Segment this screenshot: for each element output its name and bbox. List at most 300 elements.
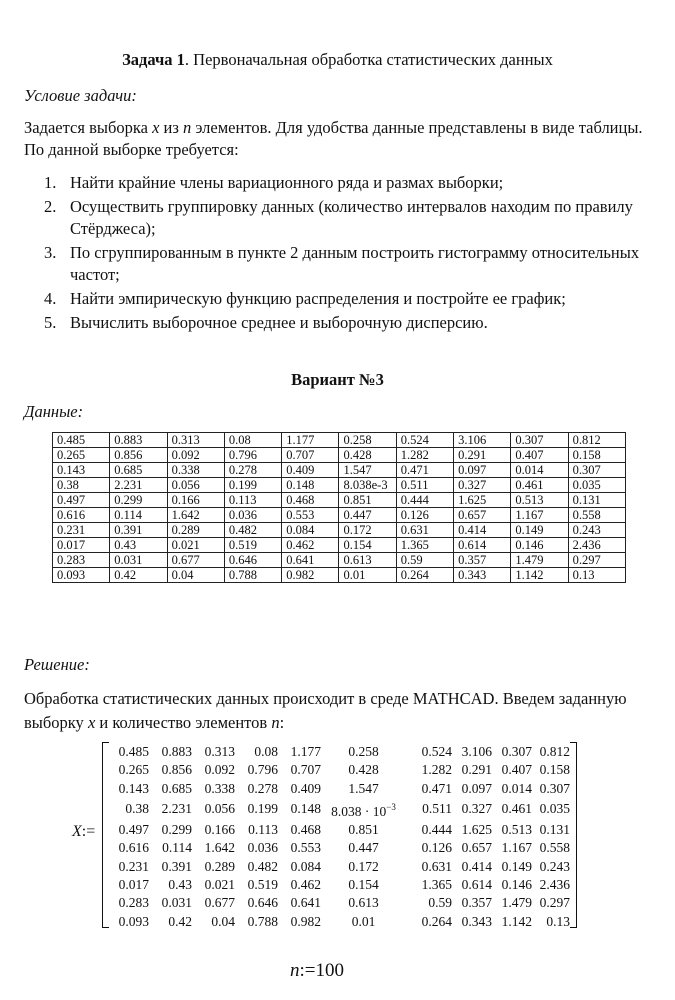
table-cell: 0.036 <box>224 508 281 523</box>
table-cell: 0.685 <box>110 463 167 478</box>
table-cell: 0.289 <box>167 523 224 538</box>
matrix-row <box>112 743 570 761</box>
matrix-cell <box>192 761 235 779</box>
table-cell: 0.485 <box>53 433 110 448</box>
matrix-cell-value: 0.614 <box>461 877 492 893</box>
matrix-cell <box>149 743 192 761</box>
table-row <box>53 448 626 463</box>
table-cell: 0.414 <box>454 523 511 538</box>
matrix-cell <box>406 839 452 857</box>
table-row <box>53 478 626 493</box>
table-row <box>53 523 626 538</box>
task-item <box>24 196 644 240</box>
table-cell: 0.313 <box>167 433 224 448</box>
table-cell: 1.142 <box>511 568 568 583</box>
table-cell: 0.646 <box>224 553 281 568</box>
intro-text-2: из <box>159 118 184 137</box>
matrix-cell <box>149 894 192 912</box>
table-cell: 0.307 <box>568 463 625 478</box>
matrix-cell <box>452 876 492 894</box>
table-cell: 0.265 <box>53 448 110 463</box>
table-cell: 0.283 <box>53 553 110 568</box>
matrix-cell <box>149 858 192 876</box>
table-cell: 0.59 <box>396 553 453 568</box>
matrix-cell-value: 0.462 <box>290 877 321 893</box>
matrix-cell <box>149 780 192 798</box>
task-item <box>24 288 644 310</box>
table-cell: 1.365 <box>396 538 453 553</box>
matrix-cell <box>235 780 278 798</box>
matrix-cell-value: 0.357 <box>461 895 492 911</box>
table-cell: 0.13 <box>568 568 625 583</box>
table-cell: 0.631 <box>396 523 453 538</box>
table-cell: 0.056 <box>167 478 224 493</box>
matrix-cell <box>321 894 406 912</box>
matrix-cell-value: 0.258 <box>348 744 379 759</box>
matrix-cell-value: 0.278 <box>247 780 278 796</box>
matrix-cell-value: 2.436 <box>539 877 570 893</box>
table-cell: 0.357 <box>454 553 511 568</box>
matrix-cell-value: 0.338 <box>204 780 235 796</box>
table-cell: 0.264 <box>396 568 453 583</box>
table-row <box>53 508 626 523</box>
table-row <box>53 538 626 553</box>
table-cell: 1.479 <box>511 553 568 568</box>
matrix-cell <box>278 798 321 821</box>
matrix-cell <box>492 780 532 798</box>
matrix-cell-value: 0.524 <box>421 744 452 759</box>
matrix-cell-value: 0.471 <box>421 780 452 796</box>
matrix-cell-value: 1.479 <box>501 895 532 911</box>
data-table <box>52 432 626 583</box>
matrix-cell <box>321 858 406 876</box>
matrix-row <box>112 858 570 876</box>
matrix-cell-value: 1.625 <box>461 822 492 838</box>
matrix-table <box>112 743 570 931</box>
task-item-number: 2. <box>44 197 57 216</box>
table-cell: 0.148 <box>282 478 339 493</box>
table-cell: 0.199 <box>224 478 281 493</box>
matrix-cell-value: 0.646 <box>247 895 278 911</box>
matrix-cell-value: 1.167 <box>501 840 532 856</box>
matrix-cell <box>406 858 452 876</box>
matrix-cell <box>192 913 235 931</box>
table-cell: 1.625 <box>454 493 511 508</box>
task-title <box>0 50 675 70</box>
variant-title: Вариант №3 <box>291 370 384 389</box>
table-cell: 0.278 <box>224 463 281 478</box>
matrix-exponent: −3 <box>386 801 396 812</box>
matrix-cell <box>192 839 235 857</box>
matrix-cell-value: 1.365 <box>421 877 452 893</box>
matrix-cell-value: 0.154 <box>348 877 379 893</box>
task-item <box>24 172 644 194</box>
table-cell: 1.642 <box>167 508 224 523</box>
matrix-cell <box>192 876 235 894</box>
matrix-cell <box>492 798 532 821</box>
table-cell: 0.017 <box>53 538 110 553</box>
matrix-cell <box>112 858 149 876</box>
matrix-cell <box>452 761 492 779</box>
matrix-cell <box>192 894 235 912</box>
matrix-cell <box>112 780 149 798</box>
matrix-cell <box>452 839 492 857</box>
matrix-cell <box>112 876 149 894</box>
matrix-cell <box>492 743 532 761</box>
matrix-cell-value: 2.231 <box>161 801 192 817</box>
table-cell: 0.519 <box>224 538 281 553</box>
matrix-cell-value: 0.343 <box>461 913 492 929</box>
matrix-cell-value: 0.021 <box>204 877 235 893</box>
matrix-row <box>112 876 570 894</box>
table-cell: 0.126 <box>396 508 453 523</box>
matrix-cell <box>321 780 406 798</box>
matrix-cell-value: 0.143 <box>118 780 149 796</box>
matrix-cell <box>112 761 149 779</box>
task-item-text: Вычислить выборочное среднее и выборочную дисперсию. <box>70 313 488 332</box>
table-row <box>53 568 626 583</box>
matrix-cell-value: 0.407 <box>501 762 532 778</box>
matrix-cell <box>112 839 149 857</box>
matrix-cell-value: 0.093 <box>118 913 149 929</box>
matrix-cell <box>149 913 192 931</box>
table-cell: 0.613 <box>339 553 396 568</box>
matrix-cell-value: 0.297 <box>539 895 570 911</box>
matrix-cell <box>532 839 570 857</box>
matrix-cell <box>278 913 321 931</box>
matrix-cell-value: 0.482 <box>247 858 278 874</box>
matrix-cell <box>406 894 452 912</box>
table-cell: 0.657 <box>454 508 511 523</box>
matrix-row <box>112 894 570 912</box>
matrix-cell-value: 0.511 <box>422 801 452 817</box>
table-cell: 2.436 <box>568 538 625 553</box>
table-row <box>53 463 626 478</box>
matrix-cell <box>235 798 278 821</box>
solution-var-x: x <box>87 713 96 732</box>
matrix-cell-value: 0.558 <box>539 840 570 856</box>
table-cell: 0.166 <box>167 493 224 508</box>
matrix-cell <box>321 761 406 779</box>
matrix-cell-value: 0.414 <box>461 858 492 874</box>
matrix-cell-value: 0.428 <box>348 762 379 778</box>
table-cell: 0.558 <box>568 508 625 523</box>
matrix-cell-value: 0.883 <box>161 744 192 759</box>
task-item-number: 1. <box>44 173 57 192</box>
matrix-cell-value: 0.017 <box>118 877 149 893</box>
intro-var-x: x <box>152 118 160 137</box>
table-cell: 0.08 <box>224 433 281 448</box>
table-cell: 0.788 <box>224 568 281 583</box>
matrix-row <box>112 839 570 857</box>
matrix-cell <box>321 798 406 821</box>
matrix-cell <box>278 858 321 876</box>
matrix-cell <box>452 780 492 798</box>
matrix-cell-value: 0.42 <box>168 913 192 929</box>
matrix-cell <box>532 876 570 894</box>
matrix-cell-value: 0.243 <box>539 858 570 874</box>
n-assign-op: := <box>299 960 316 981</box>
intro-var-n: n <box>183 118 192 137</box>
matrix-cell-value: 0.38 <box>125 801 149 817</box>
table-cell: 0.093 <box>53 568 110 583</box>
solution-var-n: n <box>271 713 280 732</box>
matrix-label <box>72 823 95 841</box>
matrix-cell <box>452 798 492 821</box>
matrix-cell-value: 0.43 <box>168 877 192 893</box>
condition-heading: Условие задачи: <box>24 86 137 105</box>
matrix-cell <box>149 761 192 779</box>
intro-text-3: элементов. Для удобства данные представлены в виде таблицы. По данной выборке требуется: <box>24 118 643 159</box>
matrix-cell-value: 0.131 <box>539 822 570 838</box>
matrix-cell <box>452 821 492 839</box>
matrix-cell-value: 0.08 <box>254 744 278 759</box>
matrix-cell <box>532 821 570 839</box>
n-assignment <box>290 960 344 982</box>
table-cell: 0.114 <box>110 508 167 523</box>
intro-text-1: Задается выборка <box>24 118 153 137</box>
matrix-cell <box>452 894 492 912</box>
matrix-cell-value: 0.035 <box>539 801 570 817</box>
table-cell: 0.291 <box>454 448 511 463</box>
task-item-text: По сгруппированным в пункте 2 данным построить гистограмму относительных частот; <box>70 243 640 284</box>
matrix-row <box>112 761 570 779</box>
table-cell: 0.343 <box>454 568 511 583</box>
solution-heading: Решение: <box>24 655 90 674</box>
matrix-cell-value: 0.172 <box>348 858 379 874</box>
matrix-cell <box>149 821 192 839</box>
matrix-left-bracket <box>102 742 109 928</box>
table-cell: 2.231 <box>110 478 167 493</box>
table-cell: 0.299 <box>110 493 167 508</box>
table-cell: 0.084 <box>282 523 339 538</box>
matrix-cell <box>278 821 321 839</box>
matrix-cell-value: 3.106 <box>461 744 492 759</box>
matrix-cell-value: 0.148 <box>290 801 321 817</box>
matrix-row <box>112 798 570 821</box>
matrix-cell <box>492 913 532 931</box>
task-item-text: Найти эмпирическую функцию распределения и постройте ее график; <box>70 289 566 308</box>
task-item-text: Осуществить группировку данных (количество интервалов находим по правилу Стёрджеса); <box>70 197 633 238</box>
matrix-cell-value: 0.04 <box>211 913 235 929</box>
table-cell: 0.461 <box>511 478 568 493</box>
table-cell: 0.258 <box>339 433 396 448</box>
table-cell: 0.243 <box>568 523 625 538</box>
table-cell: 0.641 <box>282 553 339 568</box>
table-cell: 3.106 <box>454 433 511 448</box>
table-cell: 0.092 <box>167 448 224 463</box>
matrix-cell-value: 1.547 <box>348 780 379 796</box>
matrix-cell <box>278 761 321 779</box>
matrix-cell-value: 0.685 <box>161 780 192 796</box>
table-row <box>53 493 626 508</box>
table-cell: 0.113 <box>224 493 281 508</box>
matrix-row <box>112 780 570 798</box>
matrix-cell <box>235 743 278 761</box>
table-cell: 1.167 <box>511 508 568 523</box>
table-cell: 0.553 <box>282 508 339 523</box>
table-cell: 0.883 <box>110 433 167 448</box>
table-cell: 0.407 <box>511 448 568 463</box>
intro-paragraph <box>24 117 644 161</box>
matrix-cell-value: 0.641 <box>290 895 321 911</box>
table-cell: 0.021 <box>167 538 224 553</box>
n-value: 100 <box>315 960 344 981</box>
table-cell: 0.462 <box>282 538 339 553</box>
task-item-number: 5. <box>44 313 57 332</box>
matrix-cell <box>235 876 278 894</box>
matrix-var: X <box>72 823 82 840</box>
matrix-cell-value: 0.468 <box>290 822 321 838</box>
matrix-cell <box>149 798 192 821</box>
matrix-cell <box>492 839 532 857</box>
table-cell: 0.677 <box>167 553 224 568</box>
matrix-cell-value: 0.036 <box>247 840 278 856</box>
matrix-cell-value: 0.788 <box>247 913 278 929</box>
table-cell: 0.131 <box>568 493 625 508</box>
table-cell: 0.146 <box>511 538 568 553</box>
matrix-cell-value: 1.642 <box>204 840 235 856</box>
table-cell: 0.856 <box>110 448 167 463</box>
matrix-cell <box>112 798 149 821</box>
table-cell: 0.428 <box>339 448 396 463</box>
table-cell: 0.031 <box>110 553 167 568</box>
table-cell: 0.097 <box>454 463 511 478</box>
table-cell: 0.511 <box>396 478 453 493</box>
table-cell: 0.327 <box>454 478 511 493</box>
matrix-cell-value: 0.513 <box>501 822 532 838</box>
matrix-cell-value: 0.391 <box>161 858 192 874</box>
matrix-cell-value: 0.485 <box>118 744 149 759</box>
matrix-cell <box>406 798 452 821</box>
table-cell: 0.616 <box>53 508 110 523</box>
table-cell: 0.231 <box>53 523 110 538</box>
matrix-cell-value: 0.299 <box>161 822 192 838</box>
table-cell: 0.149 <box>511 523 568 538</box>
matrix-cell <box>492 876 532 894</box>
matrix-cell-value: 0.519 <box>247 877 278 893</box>
table-cell: 0.38 <box>53 478 110 493</box>
matrix-cell-value: 1.142 <box>501 913 532 929</box>
matrix-cell <box>192 743 235 761</box>
matrix-cell <box>532 761 570 779</box>
matrix-row <box>112 913 570 931</box>
table-cell: 0.796 <box>224 448 281 463</box>
table-cell: 0.444 <box>396 493 453 508</box>
matrix-cell-value: 0.497 <box>118 822 149 838</box>
table-row <box>53 553 626 568</box>
matrix-cell-value: 0.856 <box>161 762 192 778</box>
matrix-cell <box>452 858 492 876</box>
table-cell: 0.297 <box>568 553 625 568</box>
matrix-cell-value: 0.327 <box>461 801 492 817</box>
table-cell: 1.547 <box>339 463 396 478</box>
matrix-cell-value: 0.283 <box>118 895 149 911</box>
matrix-cell <box>112 894 149 912</box>
table-cell: 0.513 <box>511 493 568 508</box>
matrix-cell-value: 0.447 <box>348 840 379 856</box>
matrix-cell-value: 0.812 <box>539 744 570 759</box>
table-cell: 0.409 <box>282 463 339 478</box>
table-cell: 1.282 <box>396 448 453 463</box>
matrix-cell-value: 0.149 <box>501 858 532 874</box>
table-cell: 0.497 <box>53 493 110 508</box>
matrix-cell <box>452 913 492 931</box>
matrix-cell <box>406 876 452 894</box>
matrix-cell-value: 0.265 <box>118 762 149 778</box>
matrix-cell <box>321 876 406 894</box>
matrix-cell-value: 0.056 <box>204 801 235 817</box>
table-cell: 0.812 <box>568 433 625 448</box>
matrix-cell <box>278 876 321 894</box>
matrix-cell-value: 0.851 <box>348 822 379 838</box>
matrix-cell <box>532 858 570 876</box>
matrix-cell-value: 0.657 <box>461 840 492 856</box>
matrix-cell <box>532 798 570 821</box>
table-cell: 0.524 <box>396 433 453 448</box>
matrix-cell-value: 1.282 <box>421 762 452 778</box>
matrix-cell <box>321 821 406 839</box>
table-cell: 0.154 <box>339 538 396 553</box>
matrix-cell <box>235 894 278 912</box>
task-title-rest: . Первоначальная обработка статистических данных <box>184 50 553 69</box>
matrix-cell-value: 0.092 <box>204 762 235 778</box>
matrix-cell <box>192 858 235 876</box>
matrix-cell <box>532 894 570 912</box>
table-cell: 1.177 <box>282 433 339 448</box>
matrix-cell-value: 0.01 <box>351 913 376 929</box>
matrix-cell <box>278 780 321 798</box>
matrix-cell <box>112 743 149 761</box>
matrix-cell <box>112 821 149 839</box>
table-cell: 0.04 <box>167 568 224 583</box>
matrix-cell-value: 0.796 <box>247 762 278 778</box>
matrix-cell-value: 0.461 <box>501 801 532 817</box>
matrix-cell <box>235 761 278 779</box>
matrix-cell-value: 0.114 <box>162 840 192 856</box>
data-heading: Данные: <box>24 402 84 421</box>
table-cell: 0.143 <box>53 463 110 478</box>
table-cell: 0.482 <box>224 523 281 538</box>
matrix-cell <box>406 913 452 931</box>
matrix-cell-value: 0.113 <box>248 822 278 838</box>
table-cell: 0.158 <box>568 448 625 463</box>
matrix-cell-value: 0.13 <box>546 913 570 929</box>
matrix-cell <box>532 913 570 931</box>
matrix-cell <box>192 821 235 839</box>
table-cell: 8.038e-3 <box>339 478 396 493</box>
task-item-number: 4. <box>44 289 57 308</box>
solution-text-1: Обработка статистических данных происходит в среде MATHCAD. Введем заданную выборку <box>24 689 627 732</box>
matrix-cell-value: 0.313 <box>204 744 235 759</box>
table-cell: 0.42 <box>110 568 167 583</box>
matrix-cell <box>406 743 452 761</box>
task-item <box>24 312 644 334</box>
matrix-cell <box>406 821 452 839</box>
table-cell: 0.43 <box>110 538 167 553</box>
matrix-cell <box>492 761 532 779</box>
table-cell: 0.982 <box>282 568 339 583</box>
matrix-cell <box>149 839 192 857</box>
matrix-cell-value: 0.126 <box>421 840 452 856</box>
matrix-cell <box>278 894 321 912</box>
matrix-cell <box>492 894 532 912</box>
table-cell: 0.468 <box>282 493 339 508</box>
matrix-cell <box>321 913 406 931</box>
matrix-cell-value: 0.097 <box>461 780 492 796</box>
matrix-cell-value: 1.177 <box>290 744 321 759</box>
matrix-cell-value: 0.199 <box>247 801 278 817</box>
